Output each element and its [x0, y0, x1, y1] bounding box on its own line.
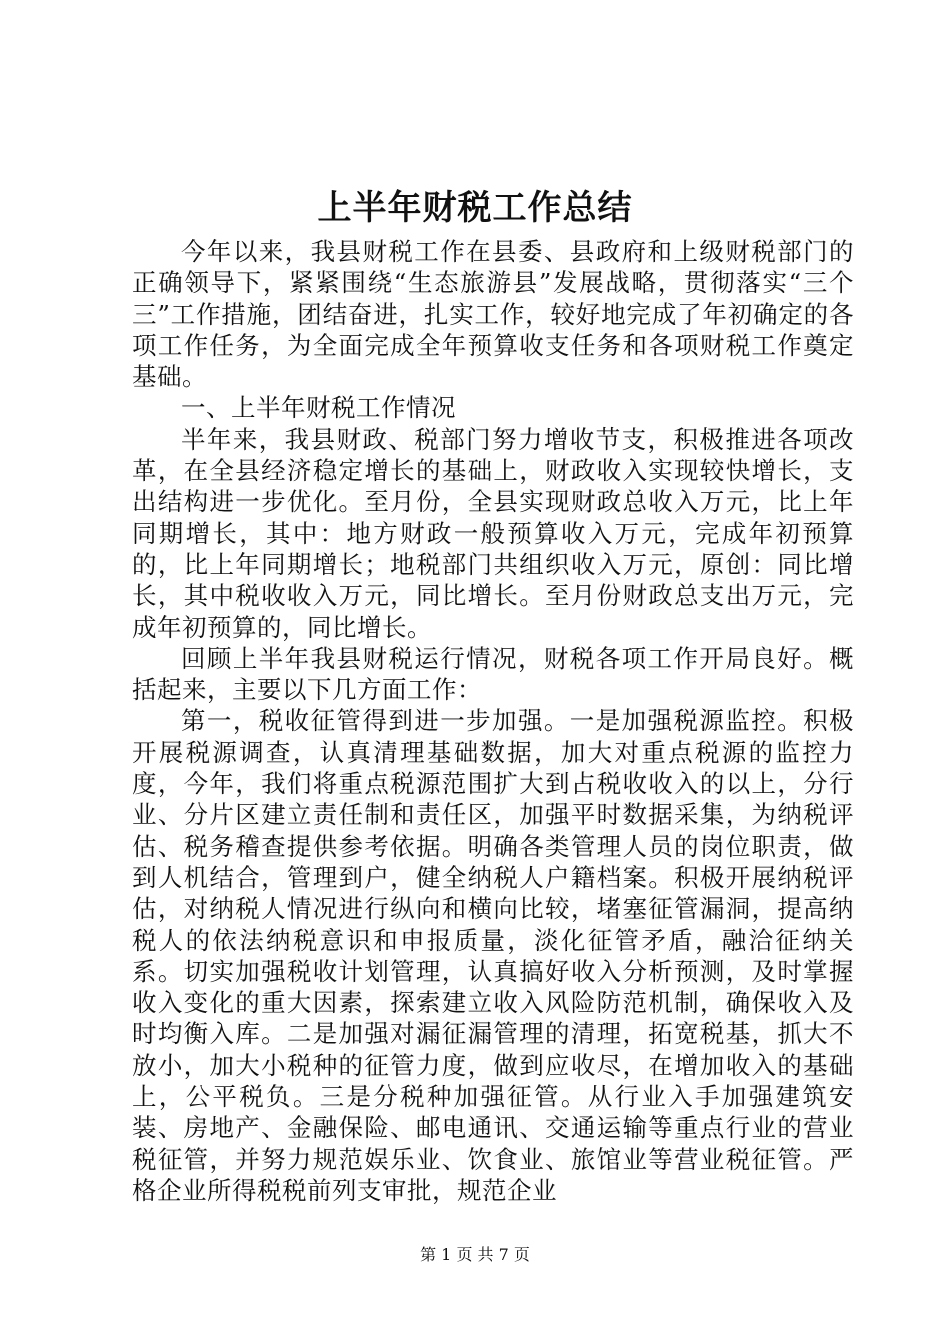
document-title: 上半年财税工作总结 — [317, 188, 633, 228]
document-body — [132, 236, 854, 1206]
paragraph-overview: 半年来，我县财政、税部门努力增收节支，积极推进各项改革，在全县经济稳定增长的基础上，财政收入实现较快增长，支出结构进一步优化。至月份，全县实现财政总收入万元，比上年同期增长，其中：地方财政一般预算收入万元，完成年初预算的，比上年同期增长；地税部门共组织收入万元，原创：同比增长，其中税收收入万元，同比增长。至月份财政总支出万元，完成年初预算的，同比增长。 — [132, 424, 854, 642]
paragraph-first-item: 第一，税收征管得到进一步加强。一是加强税源监控。积极开展税源调查，认真清理基础数据，加大对重点税源的监控力度，今年，我们将重点税源范围扩大到占税收收入的以上，分行业、分片区建立责任制和责任区，加强平时数据采集，为纳税评估、税务稽查提供参考依据。明确各类管理人员的岗位职责，做到人机结合，管理到户，健全纳税人户籍档案。积极开展纳税评估，对纳税人情况进行纵向和横向比较，堵塞征管漏洞，提高纳税人的依法纳税意识和申报质量，淡化征管矛盾，融洽征纳关系。切实加强税收计划管理，认真搞好收入分析预测，及时掌握收入变化的重大因素，探索建立收入风险防范机制，确保收入及时均衡入库。二是加强对漏征漏管理的清理，拓宽税基，抓大不放小，加大小税种的征管力度，做到应收尽，在增加收入的基础上，公平税负。三是分税种加强征管。从行业入手加强建筑安装、房地产、金融保险、邮电通讯、交通运输等重点行业的营业税征管，并努力规范娱乐业、饮食业、旅馆业等营业税征管。严格企业所得税税前列支审批，规范企业 — [132, 706, 854, 1205]
section-heading: 一、上半年财税工作情况 — [181, 393, 456, 423]
paragraph-intro: 今年以来，我县财税工作在县委、县政府和上级财税部门的正确领导下，紧紧围绕“生态旅游县”发展战略，贯彻落实“三个三”工作措施，团结奋进，扎实工作，较好地完成了年初确定的各项工作任务，为全面完成全年预算收支任务和各项财税工作奠定基础。 — [132, 237, 854, 392]
page-footer: 第 1 页 共 7 页 — [420, 1245, 530, 1264]
paragraph-review: 回顾上半年我县财税运行情况，财税各项工作开局良好。概括起来，主要以下几方面工作： — [132, 643, 854, 705]
